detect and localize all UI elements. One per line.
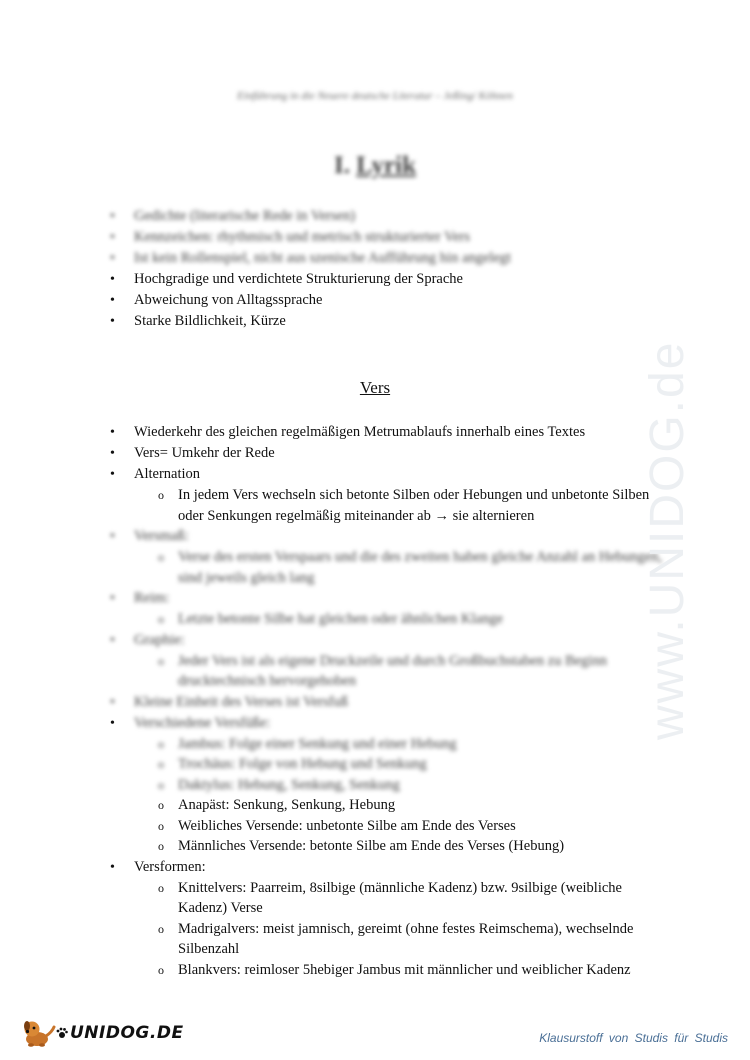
page-title: [0, 152, 750, 180]
list-item-label: Reim:: [134, 590, 170, 606]
sub-list-item: o Madrigalvers: meist jamnisch, gereimt (ohne festes Reimschema), wechselnde Silbenzahl: [134, 919, 668, 960]
sub-list-item: o Männliches Versende: betonte Silbe am Ende des Verses (Hebung): [134, 836, 668, 857]
title-number: I.: [334, 152, 350, 179]
section-heading-vers: Vers: [359, 378, 391, 397]
list-item: • Wiederkehr des gleichen regelmäßigen Metrumablaufs innerhalb eines Textes: [108, 422, 668, 443]
sub-list-item: o Jambus: Folge einer Senkung und einer Hebung: [134, 734, 668, 755]
list-item-label: Versmaß:: [134, 528, 189, 544]
sub-list: [134, 651, 668, 692]
sub-list: [134, 485, 668, 526]
sub-list-item: o Trochäus: Folge von Hebung und Senkung: [134, 754, 668, 775]
list-item-label: Versformen:: [134, 858, 206, 875]
watermark-text: www.UNIDOG.de: [641, 340, 694, 740]
title-text: [334, 152, 416, 180]
list-item: [108, 713, 668, 857]
sub-list: [134, 609, 668, 630]
list-item: [108, 526, 668, 588]
sub-list-item: o Blankvers: reimloser 5hebiger Jambus mit männlicher und weiblicher Kadenz: [134, 960, 668, 981]
sub-list-item: o Letzte betonte Silbe hat gleichen oder ähnlichen Klange: [134, 609, 668, 630]
list-item: [108, 464, 668, 526]
paw-icon: [56, 1027, 68, 1039]
list-item: • Vers= Umkehr der Rede: [108, 443, 668, 464]
sub-list: [134, 547, 668, 588]
sub-list-item: o Verse des ersten Verspaars und die des zweiten haben gleiche Anzahl an Hebungen, sind jeweils gleich lang: [134, 547, 668, 588]
list-item: [108, 630, 668, 692]
list-item-label: Verschiedene Versfüße:: [134, 714, 271, 731]
sub-list: [134, 878, 668, 981]
list-item: • Hochgradige und verdichtete Strukturierung der Sprache: [108, 269, 668, 290]
list-item: • Kleine Einheit des Verses ist Versfuß: [108, 692, 668, 713]
list-item: • Gedichte (literarische Rede in Versen): [108, 206, 668, 227]
sub-list-item: o Knittelvers: Paarreim, 8silbige (männliche Kadenz) bzw. 9silbige (weibliche Kadenz) Verse: [134, 878, 668, 919]
title-word: Lyrik: [356, 152, 416, 179]
vers-list: [108, 422, 668, 980]
sub-list-item: o Weibliches Versende: unbetonte Silbe am Ende des Verses: [134, 816, 668, 837]
sub-list-item: o In jedem Vers wechseln sich betonte Silben oder Hebungen und unbetonte Silben oder Senkungen regelmäßig miteinander ab → sie alternieren: [134, 485, 668, 526]
list-item: [108, 857, 668, 981]
sub-list: [134, 734, 668, 857]
sub-list-item: o Daktylus: Hebung, Senkung, Senkung: [134, 775, 668, 796]
list-item: • Ist kein Rollenspiel, nicht aus szenische Aufführung hin angelegt: [108, 248, 668, 269]
lyrik-list: [108, 206, 668, 332]
unidog-logo[interactable]: [22, 1018, 184, 1048]
dog-mascot-icon: [22, 1018, 56, 1048]
list-item: • Starke Bildlichkeit, Kürze: [108, 311, 668, 332]
list-item: • Kennzeichen: rhythmisch und metrisch strukturierter Vers: [108, 227, 668, 248]
list-item-label: Graphie:: [134, 631, 185, 648]
sub-list-item: o Jeder Vers ist als eigene Druckzeile und durch Großbuchstaben zu Beginn drucktechnisch hervorgehoben: [134, 651, 668, 692]
sub-list-item: o Anapäst: Senkung, Senkung, Hebung: [134, 795, 668, 816]
logo-text: UNIDOG.DE: [70, 1023, 184, 1043]
list-item: [108, 588, 668, 630]
list-item-label: Alternation: [134, 466, 201, 482]
page-header: Einführung in die Neuere deutsche Literatur – Jeßing/ Köhnen: [237, 90, 513, 102]
list-item: • Abweichung von Alltagssprache: [108, 290, 668, 311]
footer-slogan: Klausurstoff von Studis für Studis: [539, 1031, 728, 1045]
